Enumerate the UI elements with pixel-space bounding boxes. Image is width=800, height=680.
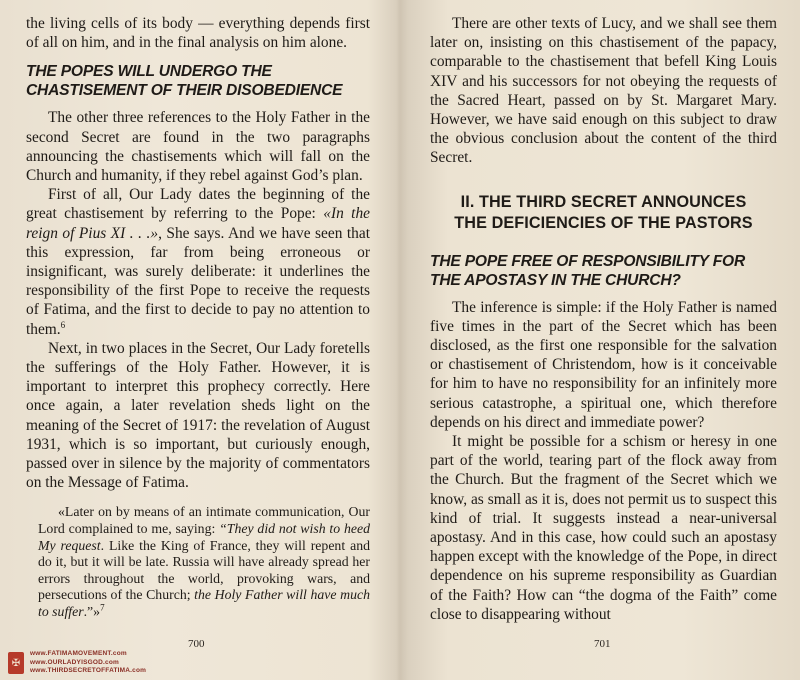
left-page-number: 700: [188, 638, 205, 650]
watermark-urls: [30, 650, 146, 676]
right-paragraph-1: The inference is simple: if the Holy Father is named five times in the part of the Secret which has been disclosed, as the first one responsible for the salvation or chastisement of Christendom, how is it conceivable for him to have no responsibility for an infinitely more serious catastrophe, a spiritual one, which therefore depends on his direct and immediate power?: [430, 298, 777, 431]
footnote-marker-6: 6: [60, 319, 66, 330]
watermark-url-3: www.THIRDSECRETOFFATIMA.com: [30, 667, 147, 675]
left-paragraph-2-start: First of all, Our Lady dates the beginning of the great chastisement by referring to the Pope:: [26, 186, 370, 223]
quote-part-c: . Like the King of France, they will repent and do it, but it will be late. Russia will have already spread her errors throughout the world, provoking wars, and persecutions of the Church;: [38, 537, 370, 603]
right-page: [430, 14, 777, 624]
right-sub-heading: THE POPE FREE OF RESPONSIBILITY FOR THE APOSTASY IN THE CHURCH?: [430, 252, 746, 289]
left-paragraph-2-rest: , She says. And we have seen that this expression, far from being erroneous or insignificant, was surely deliberate: it underlines the responsibility of the first Pope to receive the requests of Fatima, and the first to decide to pay no attention to them.: [26, 224, 370, 338]
right-paragraph-2: It might be possible for a schism or heresy in one part of the world, tearing part of the flock away from the Church. But the fragment of the Secret which we know, as small as it is, does not permit us to suspect this kind of trial. It suggests instead a near-universal apostasy. And in this case, how could such an apostasy happen except with the knowledge of the Pope, in direct dependence on his supreme responsibility as Guardian of the Faith? How can “the dogma of the Faith” come close to disappearing without: [430, 433, 777, 623]
section-heading-line-2: THE DEFICIENCIES OF THE PASTORS: [454, 213, 753, 232]
right-lead-paragraph: There are other texts of Lucy, and we shall see them later on, insisting on this chastisement of the papacy, comparable to the chastisement that befell King Louis XIV and his successors for not obeying the requests of the Sacred Heart, passed on by St. Margaret Mary. However, we have said enough on this subject to draw the obvious conclusion about the content of the third Secret.: [430, 15, 777, 167]
right-page-number: 701: [594, 638, 611, 650]
left-paragraph-1: The other three references to the Holy Father in the second Secret are found in the two paragraphs announcing the chastisements which will fall on the Church and humanity, if they rebel against God’s plan.: [26, 109, 370, 185]
left-paragraph-2-quote: «In the reign of Pius XI . . .»: [26, 205, 370, 242]
left-lead-paragraph: the living cells of its body — everything depends first of all on him, and in the final analysis on him alone.: [26, 15, 370, 52]
quote-part-e: .”»: [83, 604, 101, 620]
quote-part-d: the Holy Father will have much to suffer: [38, 587, 370, 620]
footnote-marker-7: 7: [100, 602, 105, 613]
left-paragraph-3: Next, in two places in the Secret, Our Lady foretells the sufferings of the Holy Father. However, it is important to interpret this prophecy correctly. Here once again, a later revelation sheds light on the meaning of the Secret of 1917: the revelation of August 1931, which is so important, but curiously enough, passed over in silence by the majority of commentators on the Message of Fatima.: [26, 339, 370, 492]
quote-part-a: «Later on by means of an intimate communication, Our Lord complained to me, saying:: [38, 504, 370, 537]
left-paragraph-2: [26, 185, 370, 339]
left-section-heading: THE POPES WILL UNDERGO THE CHASTISEMENT OF THEIR DISOBEDIENCE: [26, 63, 343, 100]
watermark-url-1: www.FATIMAMOVEMENT.com: [30, 650, 127, 658]
left-block-quote: [26, 504, 370, 620]
section-heading-line-1: II. THE THIRD SECRET ANNOUNCES: [460, 192, 747, 211]
left-page: [26, 14, 370, 621]
watermark: [8, 648, 158, 678]
seal-icon: ✠: [8, 652, 24, 674]
watermark-url-2: www.OURLADYISGOD.com: [30, 658, 119, 666]
quote-part-b: “They did not wish to heed My request: [38, 521, 370, 553]
right-section-heading: [430, 192, 777, 234]
